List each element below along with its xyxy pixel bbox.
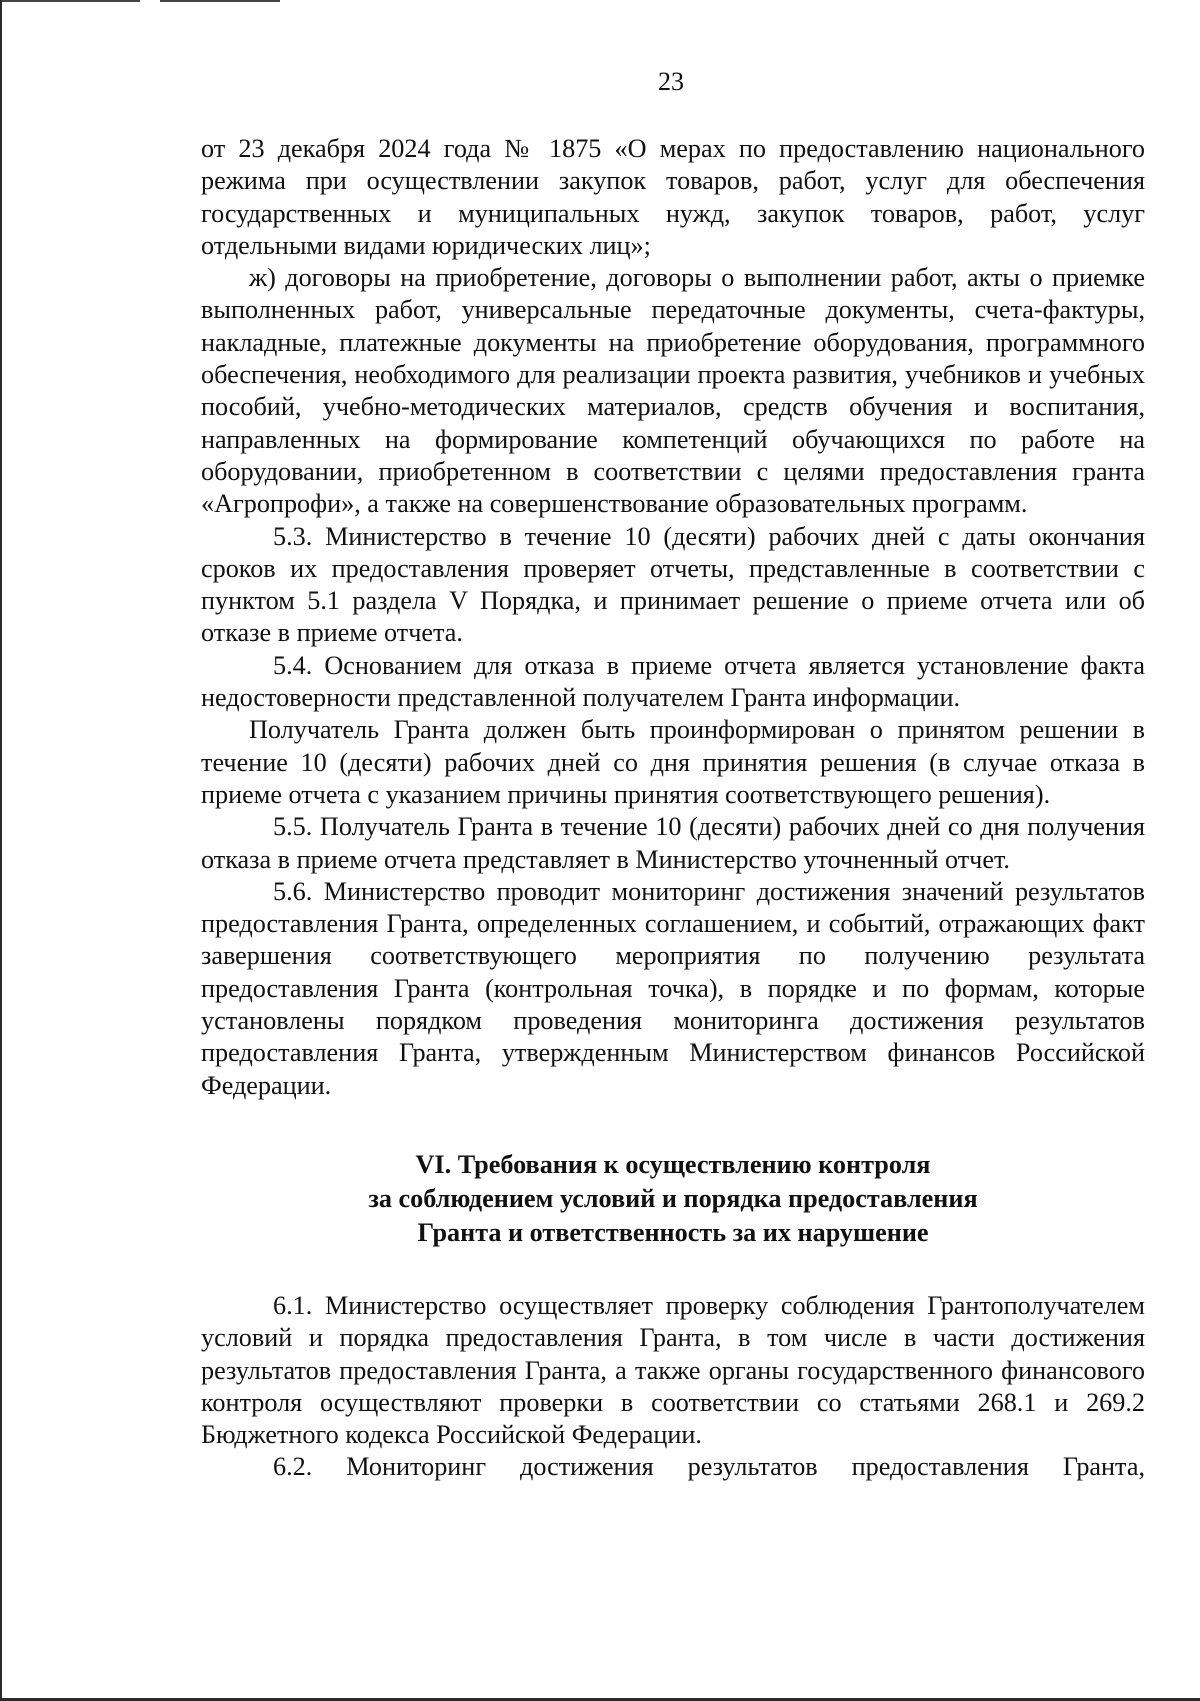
paragraph-item-zh: ж) договоры на приобретение, договоры о выполнении работ, акты о приемке выполненных работ, универсальные передаточные документы, счета-фактуры, накладные, платежные документы на приобретение оборудования, программного обеспечения, необходимого для реализации проекта развития, учебников и учебных пособий, учебно-методических материалов, средств обучения и воспитания, направленных на формирование компетенций обучающихся по работе на оборудовании, приобретенном в соответствии с целями предоставления гранта «Агропрофи», а также на совершенствование образовательных программ. — [201, 263, 1145, 519]
section-heading-line: Гранта и ответственность за их нарушение — [417, 1217, 929, 1247]
paragraph-grant-recipient-notice: Получатель Гранта должен быть проинформирован о принятом решении в течение 10 (десяти) рабочих дней со дня принятия решения (в случае отказа в приеме отчета с указанием причины принятия соответствующего решения). — [201, 715, 1145, 809]
section-heading-line: за соблюдением условий и порядка предоставления — [368, 1183, 978, 1213]
scan-mark — [160, 0, 280, 2]
paragraph-5-5: 5.5. Получатель Гранта в течение 10 (десяти) рабочих дней со дня получения отказа в приеме отчета представляет в Министерство уточненный отчет. — [201, 812, 1145, 874]
document-body — [201, 133, 1145, 1484]
section-heading-line: VI. Требования к осуществлению контроля — [415, 1149, 931, 1179]
paragraph-continuation: от 23 декабря 2024 года № 1875 «О мерах по предоставлению национального режима при осуществлении закупок товаров, работ, услуг для обеспечения государственных и муниципальных нужд, закупок товаров, работ, услуг отдельными видами юридических лиц»; — [201, 134, 1145, 260]
paragraph-5-6: 5.6. Министерство проводит мониторинг достижения значений результатов предоставления Гранта, определенных соглашением, и событий, отражающих факт завершения соответствующего мероприятия по получению результата предоставления Гранта (контрольная точка), в порядке и по формам, которые установлены порядком проведения мониторинга достижения результатов предоставления Гранта, утвержденным Министерством финансов Российской Федерации. — [201, 876, 1145, 1100]
page-number: 23 — [658, 67, 684, 96]
section-heading — [201, 1148, 1145, 1250]
paragraph-5-3: 5.3. Министерство в течение 10 (десяти) рабочих дней с даты окончания сроков их предоставления проверяет отчеты, представленные в соответствии с пунктом 5.1 раздела V Порядка, и принимает решение о приеме отчета или об отказе в приеме отчета. — [201, 521, 1145, 648]
paragraph-6-2: 6.2. Мониторинг достижения результатов предоставления Гранта, — [273, 1452, 1145, 1482]
scan-edge-left — [0, 0, 2, 1701]
paragraph-5-4: 5.4. Основанием для отказа в приеме отчета является установление факта недостоверности представленной получателем Гранта информации. — [201, 650, 1145, 713]
scan-mark — [0, 0, 140, 2]
paragraph-6-1: 6.1. Министерство осуществляет проверку соблюдения Грантополучателем условий и порядка предоставления Гранта, в том числе в части достижения результатов предоставления Гранта, а также органы государственного финансового контроля осуществляют проверки в соответствии со статьями 268.1 и 269.2 Бюджетного кодекса Российской Федерации. — [201, 1290, 1145, 1450]
